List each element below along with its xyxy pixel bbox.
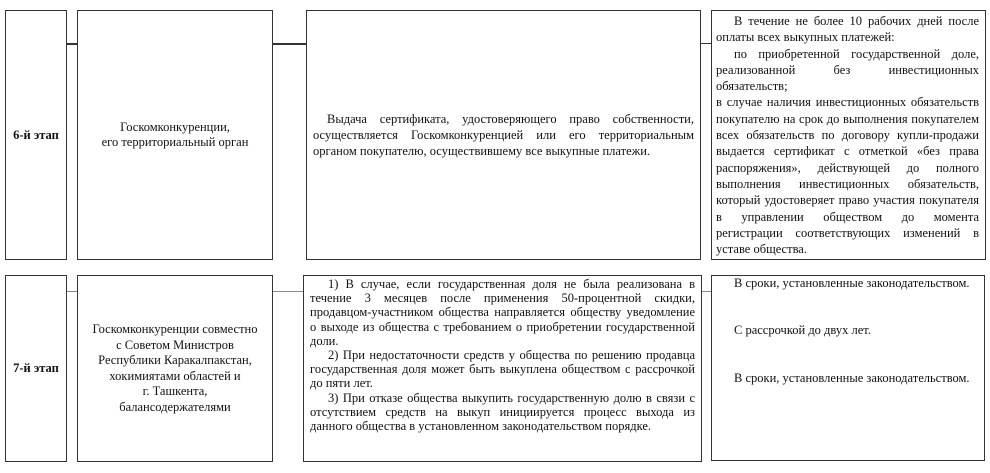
stage-6-action: Выдача сертификата, удостоверяющего право собственности, осуществляется Госкомконкуренцией или его территориальным органом покупателю, осуществившему все выкупные платежи. — [313, 112, 694, 158]
stage-6-terms-box — [711, 10, 986, 260]
stage-6-label: 6-й этап — [13, 127, 59, 142]
organ-line: хокимиятами областей и — [109, 368, 241, 383]
term-paragraph: по приобретенной государственной доле, реализованной без инвестиционных обязательств; — [716, 46, 979, 94]
stage-7-label: 7-й этап — [13, 361, 59, 375]
organ-line: Госкомконкуренции, — [120, 119, 230, 134]
organ-line: его территориальный орган — [101, 135, 249, 149]
connector-line — [272, 43, 306, 45]
term-paragraph: В сроки, установленные законодательством. — [734, 371, 970, 385]
stage-7-terms-box — [711, 275, 985, 461]
stage-7-organ-box — [77, 275, 273, 462]
stage-6-label-box — [5, 10, 67, 260]
connector-line — [66, 291, 77, 292]
stage-7-action-box — [303, 275, 702, 462]
term-paragraph: С рассрочкой до двух лет. — [734, 323, 871, 337]
action-paragraph: 3) При отказе общества выкупить государственную долю в связи с отсутствием средств на выкуп инициируется процесс выхода из данного общества в установленном законодательством порядке. — [310, 390, 695, 434]
action-paragraph: 2) При недостаточности средств у общества по решению продавца государственная доля может быть выкуплена обществом с рассрочкой до пяти лет. — [310, 348, 695, 391]
action-paragraph: 1) В случае, если государственная доля не была реализована в течение 3 месяцев после применения 50-процентной скидки, продавцом-участником общества направляется обществу уведомление о выходе из общества с требованием о приобретении государственной доли. — [310, 277, 695, 348]
connector-line — [66, 43, 77, 45]
connector-line — [272, 291, 303, 292]
stage-6-organ-box — [77, 10, 273, 260]
organ-line: Республики Каракалпакстан, — [98, 353, 252, 367]
term-paragraph: В сроки, установленные законодательством. — [734, 276, 970, 290]
organ-line: г. Ташкента, — [142, 384, 208, 398]
connector-line — [700, 43, 711, 44]
organ-line: с Советом Министров — [116, 337, 234, 352]
organ-line: балансодержателями — [119, 399, 231, 414]
term-paragraph: В течение не более 10 рабочих дней после оплаты всех выкупных платежей: — [716, 14, 979, 45]
organ-line: Госкомконкуренции совместно — [92, 322, 258, 336]
stage-6-action-box — [306, 10, 701, 260]
term-paragraph: в случае наличия инвестиционных обязательств покупателю на срок до выполнения покупателем всех обязательств по договору купли-продажи выдается сертификат с отметкой «без права распоряжения», действующей до полного выполнения инвестиционных обязательств, который удостоверяет право участия покупателя в управлении обществом до момента регистрации соответствующих изменений в уставе общества. — [716, 95, 979, 257]
connector-line — [701, 291, 711, 292]
stage-7-label-box — [5, 275, 67, 462]
